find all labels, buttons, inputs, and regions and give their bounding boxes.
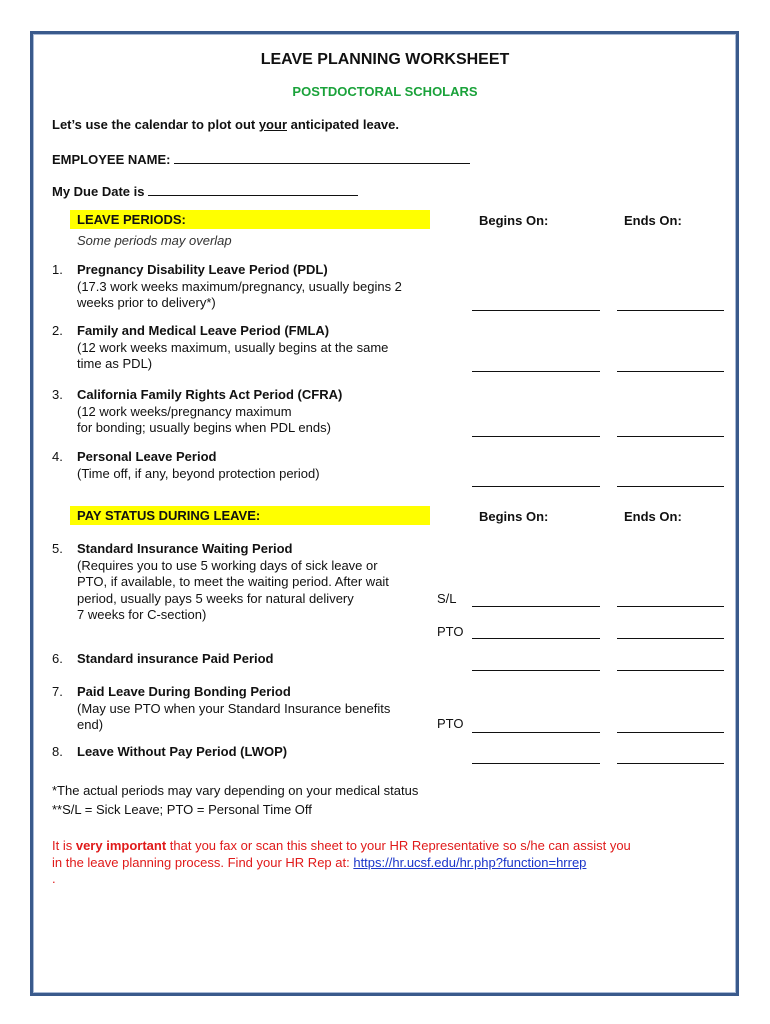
item-number: 5. [52,541,63,556]
footnote-abbrev: **S/L = Sick Leave; PTO = Personal Time Off [52,802,312,817]
item-title: California Family Rights Act Period (CFRA) [77,387,343,402]
item-desc-line: (12 work weeks/pregnancy maximum [77,403,292,419]
item-desc-line: for bonding; usually begins when PDL ends) [77,420,331,435]
hr-rep-link[interactable]: https://hr.ucsf.edu/hr.php?function=hrrep [353,855,587,870]
intro-text [52,117,399,132]
waiting-pto-begins-field[interactable] [472,638,600,639]
pto-tag: PTO [437,624,464,639]
item-title: Standard Insurance Waiting Period [77,541,293,556]
leave-item-fmla [77,323,437,373]
due-date-row [52,181,358,199]
notice-period: . [52,871,56,886]
lwop-ends-field[interactable] [617,763,724,764]
pay-ends-header: Ends On: [624,509,682,524]
employee-name-row [52,149,470,167]
item-desc-line: end) [77,717,104,732]
bonding-begins-field[interactable] [472,732,600,733]
item-desc-line: time as PDL) [77,356,153,371]
pay-item-waiting [77,541,437,624]
notice-text: in the leave planning process. Find your HR Rep at: [52,855,354,870]
item-desc-line: (17.3 work weeks maximum/pregnancy, usually begins 2 [77,278,402,294]
waiting-sl-begins-field[interactable] [472,606,600,607]
leave-periods-heading [70,210,430,229]
intro-after: anticipated leave. [287,117,399,132]
notice-text: It is [52,838,76,853]
pto-tag: PTO [437,716,464,731]
item-desc-line: 7 weeks for C-section) [77,607,207,622]
personal-begins-field[interactable] [472,486,600,487]
item-title: Personal Leave Period [77,449,217,464]
item-number: 7. [52,684,63,699]
bonding-ends-field[interactable] [617,732,724,733]
item-desc-line: PTO, if available, to meet the waiting period. After wait [77,574,389,589]
intro-before: Let’s use the calendar to plot out [52,117,259,132]
item-title: Family and Medical Leave Period (FMLA) [77,323,330,338]
item-desc-line: (12 work weeks maximum, usually begins at the same [77,339,389,355]
item-title: Paid Leave During Bonding Period [77,684,291,699]
leave-periods-heading-label: LEAVE PERIODS: [77,212,186,227]
paid-ends-field[interactable] [617,670,724,671]
pay-item-lwop [77,744,437,761]
footnote-medical: *The actual periods may vary depending on your medical status [52,783,419,798]
page-subtitle: POSTDOCTORAL SCHOLARS [292,84,478,99]
intro-emphasis: your [258,117,287,132]
item-number: 2. [52,323,63,338]
page-title: LEAVE PLANNING WORKSHEET [260,51,510,68]
personal-ends-field[interactable] [617,486,724,487]
item-number: 8. [52,744,63,759]
employee-name-field[interactable] [174,149,470,164]
pay-status-heading-label: PAY STATUS DURING LEAVE: [77,508,261,523]
fmla-begins-field[interactable] [472,371,600,372]
item-title: Leave Without Pay Period (LWOP) [77,744,288,759]
leave-ends-header: Ends On: [624,213,682,228]
cfra-begins-field[interactable] [472,436,600,437]
lwop-begins-field[interactable] [472,763,600,764]
item-number: 3. [52,387,63,402]
notice-line-2 [52,855,586,870]
waiting-sl-ends-field[interactable] [617,606,724,607]
item-title: Pregnancy Disability Leave Period (PDL) [77,262,328,277]
cfra-ends-field[interactable] [617,436,724,437]
item-title: Standard insurance Paid Period [77,651,274,666]
due-date-label: My Due Date is [52,184,145,199]
notice-emphasis: very important [75,838,167,853]
pay-item-bonding [77,684,437,734]
paid-begins-field[interactable] [472,670,600,671]
overlap-note: Some periods may overlap [77,233,232,248]
notice-line-1 [52,838,631,853]
leave-item-personal [77,449,437,482]
leave-item-cfra [77,387,437,437]
item-desc-line: period, usually pays 5 weeks for natural delivery [77,590,354,606]
item-number: 1. [52,262,63,277]
fmla-ends-field[interactable] [617,371,724,372]
notice-text: that you fax or scan this sheet to your HR Representative so s/he can assist you [166,838,631,853]
pay-item-paid [77,651,437,668]
leave-item-pdl [77,262,437,312]
sl-tag: S/L [437,591,457,606]
pdl-ends-field[interactable] [617,310,724,311]
pay-status-heading [70,506,430,525]
item-desc-line: (Time off, if any, beyond protection period) [77,465,320,481]
item-desc-line: (May use PTO when your Standard Insurance benefits [77,700,391,716]
pdl-begins-field[interactable] [472,310,600,311]
employee-name-label: EMPLOYEE NAME: [52,152,171,167]
item-number: 4. [52,449,63,464]
waiting-pto-ends-field[interactable] [617,638,724,639]
item-number: 6. [52,651,63,666]
item-desc-line: weeks prior to delivery*) [77,295,216,310]
due-date-field[interactable] [148,181,358,196]
pay-begins-header: Begins On: [479,509,549,524]
leave-begins-header: Begins On: [479,213,549,228]
item-desc-line: (Requires you to use 5 working days of sick leave or [77,557,378,573]
